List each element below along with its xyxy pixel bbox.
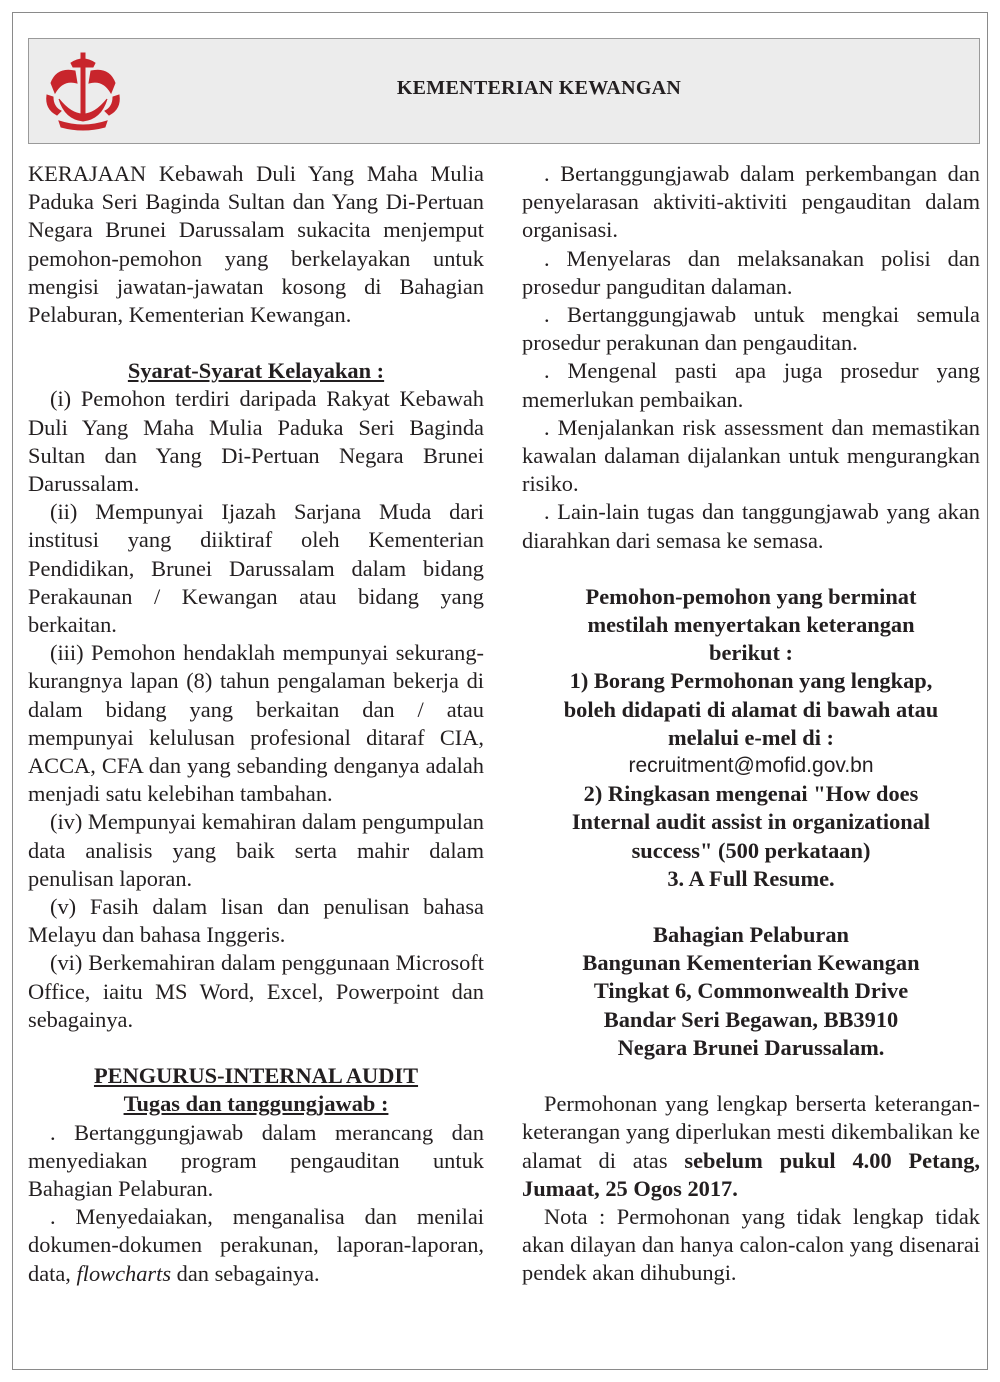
- requirements-heading: Syarat-Syarat Kelayakan :: [127, 358, 385, 384]
- requirement-item: (vi) Berkemahiran dalam penggunaan Microsoft Office, iaitu MS Word, Excel, Powerpoint dan sebagainya.: [28, 950, 484, 1032]
- apply-item-3: 3. A Full Resume.: [667, 865, 835, 891]
- note-paragraph: Nota : Permohonan yang tidak lengkap tidak akan dilayan dan hanya calon-calon yang disenarai pendek akan dihubungi.: [522, 1203, 980, 1286]
- recruitment-email[interactable]: recruitment@mofid.gov.bn: [628, 754, 874, 778]
- duty-item: . Menjalankan risk assessment dan memastikan kawalan dalaman dijalankan untuk mengurangkan risiko.: [522, 414, 980, 497]
- apply-line: mestilah menyertakan keterangan: [587, 612, 915, 638]
- apply-item-2: Internal audit assist in organizational: [571, 809, 931, 835]
- application-requirements: [522, 583, 980, 893]
- address-line: Bandar Seri Begawan, BB3910: [603, 1006, 899, 1032]
- requirement-item: (ii) Mempunyai Ijazah Sarjana Muda dari institusi yang diiktiraf oleh Kementerian Pendidikan, Brunei Darussalam dalam bidang Perakaunan / Kewangan atau bidang yang berkaitan.: [28, 499, 484, 638]
- intro-paragraph: KERAJAAN Kebawah Duli Yang Maha Mulia Paduka Seri Baginda Sultan dan Yang Di-Pertuan Negara Brunei Darussalam sukacita menjemput pemohon-pemohon yang berkelayakan untuk mengisi jawatan-jawatan kosong di Bahagian Pelaburan, Kementerian Kewangan.: [28, 161, 484, 328]
- duty-item: . Bertanggungjawab dalam perkembangan dan penyelarasan aktiviti-aktiviti pengauditan dalam organisasi.: [522, 161, 980, 243]
- duty-item: . Bertanggungjawab untuk mengkai semula prosedur perakunan dan pengauditan.: [522, 302, 980, 356]
- job-title: PENGURUS-INTERNAL AUDIT: [93, 1063, 419, 1089]
- duty-item: . Lain-lain tugas dan tanggungjawab yang akan diarahkan dari semasa ke semasa.: [522, 499, 980, 553]
- requirement-item: (iii) Pemohon hendaklah mempunyai sekurang-kurangnya lapan (8) tahun pengalaman bekerja di dalam bidang yang berkaitan dan / atau mempunyai kelulusan profesional ditaraf CIA, ACCA, CFA dan yang sebanding denganya adalah menjadi satu kelebihan tambahan.: [28, 640, 484, 807]
- apply-item-2: success" (500 perkataan): [631, 837, 871, 863]
- ministry-title: KEMENTERIAN KEWANGAN: [396, 77, 682, 99]
- duty-item: . Menyedaiakan, menganalisa dan menilai dokumen-dokumen perakunan, laporan-laporan, data, flowcharts dan sebagainya.: [28, 1204, 484, 1286]
- address-line: Bangunan Kementerian Kewangan: [582, 950, 920, 976]
- closing-paragraph: Permohonan yang lengkap berserta keterangan-keterangan yang diperlukan mesti dikembalikan ke alamat di atas sebelum pukul 4.00 Petang, Jumaat, 25 Ogos 2017.: [522, 1091, 980, 1201]
- duties-heading: Tugas dan tanggungjawab :: [123, 1091, 389, 1117]
- header-banner: [28, 38, 980, 144]
- address-line: Bahagian Pelaburan: [653, 922, 849, 948]
- apply-item-1: melalui e-mel di :: [667, 724, 835, 750]
- apply-item-2: 2) Ringkasan mengenai "How does: [583, 781, 919, 807]
- duty-item: . Mengenal pasti apa juga prosedur yang memerlukan pembaikan.: [522, 358, 980, 412]
- left-column: [28, 160, 484, 1288]
- requirement-item: (v) Fasih dalam lisan dan penulisan bahasa Melayu dan bahasa Inggeris.: [28, 894, 484, 948]
- apply-item-1: boleh didapati di alamat di bawah atau: [563, 696, 939, 722]
- right-column: [522, 160, 980, 1288]
- apply-item-1: 1) Borang Permohonan yang lengkap,: [569, 668, 933, 694]
- address-block: [522, 921, 980, 1062]
- address-line: Negara Brunei Darussalam.: [617, 1034, 885, 1060]
- address-line: Tingkat 6, Commonwealth Drive: [593, 978, 909, 1004]
- apply-line: berikut :: [709, 640, 793, 666]
- flowcharts-italic: flowcharts: [76, 1260, 172, 1286]
- requirement-item: (i) Pemohon terdiri daripada Rakyat Kebawah Duli Yang Maha Mulia Paduka Seri Baginda Sultan dan Yang Di-Pertuan Negara Brunei Darussalam.: [28, 386, 484, 497]
- duty-item: . Bertanggungjawab dalam merancang dan menyediakan program pengauditan untuk Bahagian Pelaburan.: [28, 1119, 484, 1201]
- requirement-item: (iv) Mempunyai kemahiran dalam pengumpulan data analisis yang baik serta mahir dalam penulisan laporan.: [28, 809, 485, 891]
- duty-item: . Menyelaras dan melaksanakan polisi dan prosedur panguditan dalaman.: [522, 245, 980, 299]
- apply-line: Pemohon-pemohon yang berminat: [585, 583, 917, 609]
- deadline: sebelum pukul 4.00 Petang, Jumaat, 25 Ogos 2017.: [522, 1147, 980, 1201]
